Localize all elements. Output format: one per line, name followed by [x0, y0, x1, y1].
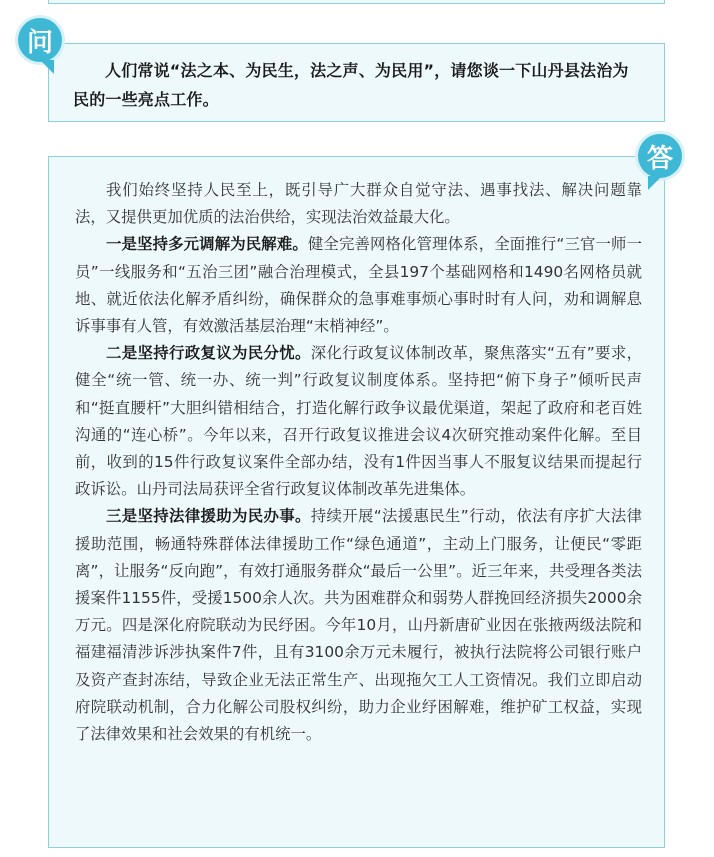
answer-badge-icon: 答	[638, 134, 682, 178]
answer-paragraph-lead: 二是坚持行政复议为民分忧。	[106, 344, 311, 363]
answer-paragraph-reconsideration	[75, 340, 642, 503]
question-text: 人们常说“法之本、为民生，法之声、为民用”，请您谈一下山丹县法治为民的一些亮点工作。	[73, 61, 629, 109]
answer-box	[48, 156, 665, 848]
answer-paragraph-mediation	[75, 231, 642, 340]
question-badge-icon: 问	[18, 18, 62, 62]
answer-paragraph-text: 我们始终坚持人民至上，既引导广大群众自觉守法、遇事找法、解决问题靠法，又提供更加优质的法治供给，实现法治效益最大化。	[75, 181, 642, 227]
answer-paragraph-text: 持续开展“法援惠民生”行动，依法有序扩大法律援助范围，畅通特殊群体法律援助工作“绿色通道”，主动上门服务，让便民“零距离”，让服务“反向跑”，有效打通服务群众“最后一公里”。近三年来，共受理各类法援案件1155件，受援1500余人次。共为困难群众和弱势人群挽回经济损失2000余万元。四是深化府院联动为民纾困。今年10月，山丹新唐矿业因在张掖两级法院和福建福清涉诉涉执案件7件，且有3100余万元未履行，被执行法院将公司银行账户及资产查封冻结，导致企业无法正常生产、出现拖欠工人工资情况。我们立即启动府院联动机制，合力化解公司股权纠纷，助力企业纾困解难，维护矿工权益，实现了法律效果和社会效果的有机统一。	[75, 507, 642, 744]
previous-content-box-edge	[48, 0, 665, 4]
answer-paragraph-text: 深化行政复议体制改革，聚焦落实“五有”要求，健全“统一管、统一办、统一判”行政复议制度体系。坚持把“俯下身子”倾听民声和“挺直腰杆”大胆纠错相结合，打造化解行政争议最优渠道，架起了政府和老百姓沟通的“连心桥”。今年以来，召开行政复议推进会议4次研究推动案件化解。至目前，收到的15件行政复议案件全部办结，没有1件因当事人不服复议结果而提起行政诉讼。山丹司法局获评全省行政复议体制改革先进集体。	[75, 344, 642, 499]
answer-paragraph-intro	[75, 177, 642, 231]
answer-paragraph-lead: 一是坚持多元调解为民解难。	[106, 235, 308, 254]
answer-paragraph-legal-aid	[75, 503, 642, 748]
answer-paragraph-text: 健全完善网格化管理体系，全面推行“三官一师一员”一线服务和“五治三团”融合治理模式，全县197个基础网格和1490名网格员就地、就近依法化解矛盾纠纷，确保群众的急事难事烦心事时时有人问，劝和调解息诉事事有人管，有效激活基层治理“末梢神经”。	[75, 235, 642, 336]
question-box	[48, 43, 665, 122]
answer-paragraph-lead: 三是坚持法律援助为民办事。	[106, 507, 311, 526]
